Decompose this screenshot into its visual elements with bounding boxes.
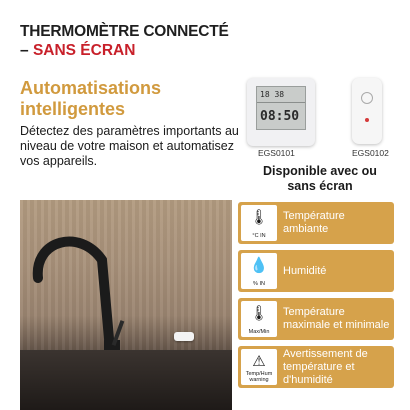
feature-icon-box: [241, 205, 277, 241]
lcd-top-readout: 18 38: [260, 90, 285, 99]
header-title-line1: THERMOMÈTRE CONNECTÉ: [20, 23, 229, 40]
device-led-icon: [365, 118, 369, 122]
humidity-drop-icon: 💧: [249, 257, 269, 274]
max-min-thermometer-icon: 🌡: [249, 305, 269, 322]
page-header: [20, 22, 260, 60]
feature-icon-caption: % IN: [253, 281, 265, 287]
feature-item-warning: [238, 346, 394, 388]
device-with-screen-image: [247, 78, 315, 146]
sensor-device-photo: [174, 332, 194, 341]
device1-model-code: EGS0101: [258, 148, 295, 158]
feature-icon-box: [241, 349, 277, 385]
device2-model-code: EGS0102: [352, 148, 389, 158]
availability-text: Disponible avec ou sans écran: [263, 164, 377, 193]
device-lcd-screen: [256, 86, 306, 130]
automation-title: Automatisations intelligentes: [20, 78, 162, 119]
lcd-divider: [257, 102, 305, 103]
feature-icon-box: [241, 253, 277, 289]
lcd-time: 08:50: [260, 109, 300, 124]
feature-item-max-min: [238, 298, 394, 340]
feature-label: Température ambiante: [283, 210, 345, 235]
device-without-screen-image: [352, 78, 382, 144]
feature-item-temperature: [238, 202, 394, 244]
header-dash: –: [20, 42, 33, 59]
feature-label: Avertissement de température et d'humidité: [283, 347, 368, 386]
feature-icon-caption: °C IN: [252, 233, 266, 239]
feature-icon-caption: Max/Min: [248, 329, 270, 335]
feature-icon-box: [241, 301, 277, 337]
warning-icon: ⚠: [252, 353, 266, 370]
kitchen-faucet-photo: [20, 200, 232, 410]
header-title-line2: [20, 41, 260, 60]
device-logo-icon: [361, 92, 373, 104]
feature-item-humidity: [238, 250, 394, 292]
countertop: [20, 350, 232, 410]
feature-label: Température maximale et minimale: [283, 306, 390, 331]
automation-description: Détectez des paramètres importants au niveau de votre maison et automatisez vos appareils.: [20, 124, 239, 168]
thermometer-icon: 🌡: [249, 209, 269, 226]
feature-icon-caption: Temp/Hum warning: [245, 371, 273, 383]
header-subtitle-red: SANS ÉCRAN: [32, 42, 136, 59]
feature-label: Humidité: [283, 264, 327, 277]
